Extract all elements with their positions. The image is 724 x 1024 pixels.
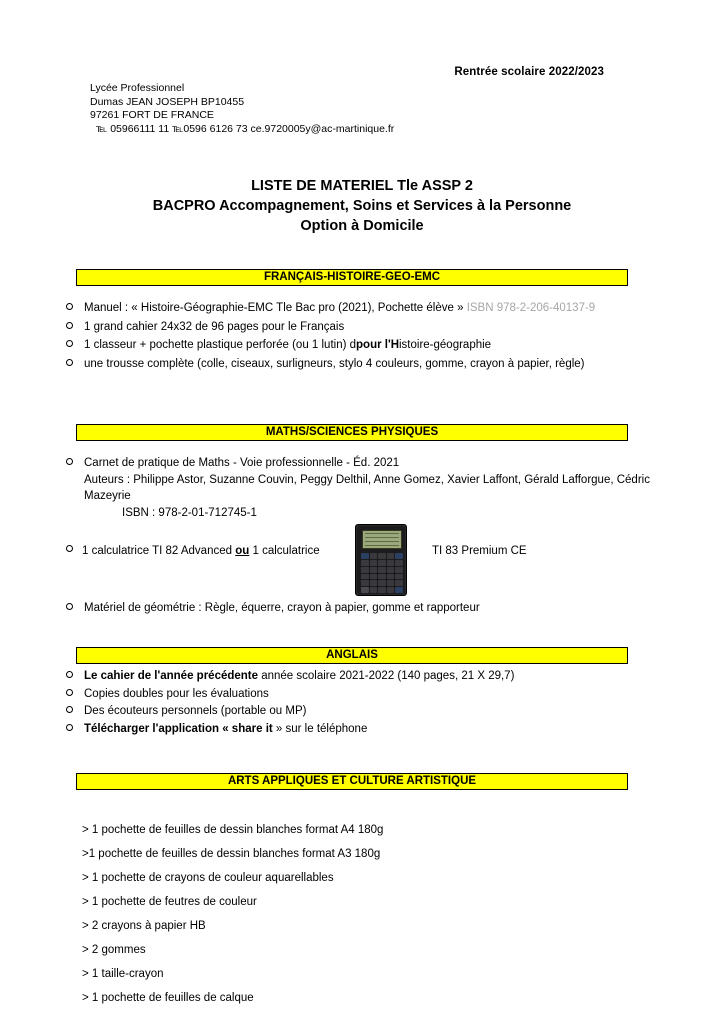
list-item-text: année scolaire 2021-2022 (140 pages, 21 X 29,7) — [258, 670, 515, 682]
list-item: > 1 pochette de crayons de couleur aquarellables — [82, 872, 334, 884]
list-item — [62, 319, 662, 336]
list-item-text: Manuel : « Histoire-Géographie-EMC Tle Bac pro (2021), Pochette élève » — [84, 302, 464, 314]
address-line-3: 97261 FORT DE FRANCE — [90, 109, 214, 121]
isbn-text: ISBN 978-2-206-40137-9 — [466, 302, 596, 314]
list-item: > 2 gommes — [82, 944, 146, 956]
list-item-text-tail: istoire-géographie — [399, 339, 492, 351]
list-item-text-bold: Le cahier de l'année précédente — [84, 670, 259, 682]
address-line-1: Lycée Professionnel — [90, 82, 185, 94]
section-banner-francais: FRANÇAIS-HISTOIRE-GEO-EMC — [76, 269, 628, 286]
bullet-circle-icon — [66, 340, 73, 347]
calculator-screen-lines — [365, 533, 399, 547]
list-item-text: Des écouteurs personnels (portable ou MP) — [84, 705, 307, 717]
list-item — [62, 455, 662, 472]
calculator-right-label: TI 83 Premium CE — [432, 545, 527, 557]
list-item-text: une trousse complète (colle, ciseaux, surligneurs, stylo 4 couleurs, gomme, crayon à papier, règle) — [84, 357, 585, 370]
maths-authors: Auteurs : Philippe Astor, Suzanne Couvin, Peggy Delthil, Anne Gomez, Xavier Laffont, Gérald Lafforgue, Cédric Mazeyrie — [84, 473, 650, 502]
list-item — [62, 356, 662, 373]
maths-isbn: ISBN : 978-2-01-712745-1 — [122, 506, 257, 519]
list-item-text: 1 grand cahier 24x32 de 96 pages pour le Français — [84, 320, 345, 333]
list-item — [62, 686, 662, 703]
list-geometry — [62, 600, 662, 617]
title-line-1: LISTE DE MATERIEL Tle ASSP 2 — [251, 178, 473, 194]
bullet-circle-icon — [66, 724, 73, 731]
title-line-3: Option à Domicile — [300, 218, 424, 234]
list-item: > 1 pochette de feuilles de dessin blanches format A4 180g — [82, 824, 384, 836]
list-item-text: Copies doubles pour les évaluations — [84, 687, 269, 700]
school-address-block — [90, 82, 394, 136]
list-arts — [82, 818, 642, 1010]
bullet-circle-icon — [66, 359, 73, 366]
bullet-circle-icon — [66, 322, 73, 329]
bullet-circle-icon — [66, 603, 73, 610]
list-item-text: » sur le téléphone — [272, 722, 368, 735]
list-item — [62, 337, 662, 354]
list-item-text-bold: Télécharger l'application « share it — [84, 722, 273, 735]
list-item-text: Matériel de géométrie : Règle, équerre, crayon à papier, gomme et rapporteur — [84, 602, 480, 614]
list-item-text: Carnet de pratique de Maths - Voie professionnelle - Éd. 2021 — [84, 457, 400, 469]
list-item-text-bold: pour l'H — [356, 339, 399, 351]
calculator-left-tail: 1 calculatrice — [252, 545, 320, 557]
calculator-or-bold: ou — [235, 545, 250, 557]
title-line-2: BACPRO Accompagnement, Soins et Services à la Personne — [152, 198, 572, 214]
calculator-body — [355, 524, 407, 596]
list-item: > 1 taille-crayon — [82, 968, 164, 980]
section-banner-anglais: ANGLAIS — [76, 647, 628, 664]
list-item — [62, 668, 662, 685]
list-item-text: 1 classeur + pochette plastique perforée (ou 1 lutin) d — [84, 339, 357, 351]
list-anglais — [62, 668, 662, 738]
bullet-circle-icon — [66, 303, 73, 310]
list-item — [62, 300, 662, 317]
list-francais — [62, 300, 662, 374]
address-line-2: Dumas JEAN JOSEPH BP10455 — [90, 95, 245, 108]
calculator-left-text: 1 calculatrice TI 82 Advanced — [82, 545, 233, 557]
bullet-circle-icon — [66, 545, 73, 552]
calculator-keypad — [361, 553, 403, 593]
list-item — [62, 721, 662, 738]
bullet-circle-icon — [66, 458, 73, 465]
list-item: > 2 crayons à papier HB — [82, 920, 206, 932]
list-maths — [62, 455, 662, 521]
bullet-circle-icon — [66, 671, 73, 678]
list-item — [62, 600, 662, 617]
section-banner-arts: ARTS APPLIQUES ET CULTURE ARTISTIQUE — [76, 773, 628, 790]
bullet-circle-icon — [66, 706, 73, 713]
calculator-screen — [362, 530, 402, 549]
calculator-left-label — [82, 545, 320, 557]
page-title — [0, 176, 724, 236]
school-year-label: Rentrée scolaire 2022/2023 — [454, 66, 604, 78]
section-banner-maths: MATHS/SCIENCES PHYSIQUES — [76, 424, 628, 441]
list-item: > 1 pochette de feuilles de calque — [82, 992, 254, 1004]
list-item: > 1 pochette de feutres de couleur — [82, 896, 257, 908]
list-item: >1 pochette de feuilles de dessin blanches format A3 180g — [82, 848, 381, 860]
calculator-image — [355, 524, 407, 596]
bullet-circle-icon — [66, 689, 73, 696]
address-contact-line: ℡ 05966111 11 ℡0596 6126 73 ce.9720005y@ac-martinique.fr — [96, 122, 395, 135]
list-item — [62, 703, 662, 720]
